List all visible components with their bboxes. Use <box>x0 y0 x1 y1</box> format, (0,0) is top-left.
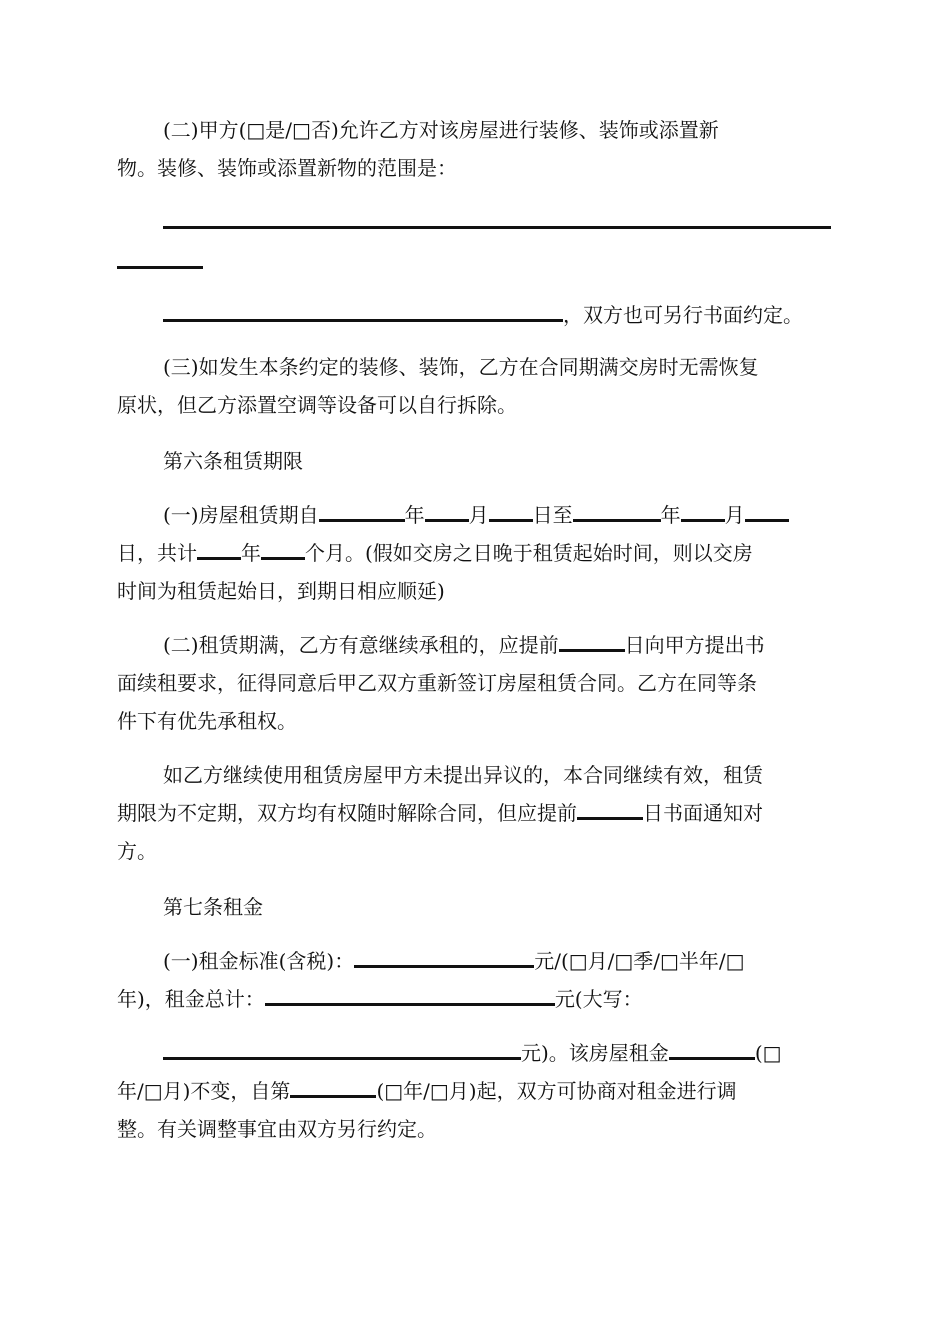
text: (二)甲方(□是/□否)允许乙方对该房屋进行装修、装饰或添置新 <box>163 118 719 142</box>
fill-in-blank[interactable] <box>197 540 241 560</box>
clause7-item1-line5 <box>117 1114 437 1144</box>
text: 整。有关调整事宜由双方另行约定。 <box>117 1117 437 1141</box>
clause5-item3-line1 <box>163 352 759 382</box>
text: 如乙方继续使用租赁房屋甲方未提出异议的，本合同继续有效，租赁 <box>163 763 763 787</box>
clause5-item2-line2 <box>117 153 457 183</box>
fill-in-blank-rule[interactable] <box>163 226 831 229</box>
text: (一)租金标准(含税)： <box>163 949 355 973</box>
fill-in-blank[interactable] <box>163 302 563 322</box>
text: 元/(□月/□季/□半年/□ <box>534 949 745 973</box>
text: 日向甲方提出书 <box>624 633 765 657</box>
text: (□ <box>754 1041 782 1065</box>
fill-in-blank[interactable] <box>489 502 533 522</box>
clause7-title <box>163 892 263 922</box>
clause5-item3-line2 <box>117 390 517 420</box>
text: 日至 <box>532 503 573 527</box>
text: 第七条租金 <box>163 895 263 919</box>
text: 年 <box>660 503 681 527</box>
clause5-item2-line3 <box>163 300 803 330</box>
clause6-para-line2 <box>117 798 763 828</box>
clause6-item1-line3 <box>117 576 445 606</box>
clause5-item2-line1 <box>163 115 719 145</box>
text: (一)房屋租赁期自 <box>163 503 319 527</box>
fill-in-blank[interactable] <box>745 502 789 522</box>
text: (三)如发生本条约定的装修、装饰，乙方在合同期满交房时无需恢复 <box>163 355 759 379</box>
text: 月 <box>468 503 489 527</box>
text: 第六条租赁期限 <box>163 449 303 473</box>
clause6-item1-line1 <box>163 500 789 530</box>
fill-in-blank[interactable] <box>319 502 405 522</box>
text: 元)。该房屋租金 <box>521 1041 669 1065</box>
text: 年 <box>241 541 261 565</box>
text: (二)租赁期满，乙方有意继续承租的，应提前 <box>163 633 559 657</box>
text: 时间为租赁起始日，到期日相应顺延) <box>117 579 445 603</box>
fill-in-blank[interactable] <box>577 800 643 820</box>
fill-in-blank[interactable] <box>261 540 305 560</box>
text: 件下有优先承租权。 <box>117 709 297 733</box>
fill-in-blank[interactable] <box>163 1040 521 1060</box>
fill-in-blank[interactable] <box>425 502 469 522</box>
clause6-title <box>163 446 303 476</box>
text: ，双方也可另行书面约定。 <box>563 303 803 327</box>
fill-in-blank[interactable] <box>573 502 661 522</box>
clause7-item1-line4 <box>117 1076 737 1106</box>
clause6-item2-line3 <box>117 706 297 736</box>
fill-in-blank[interactable] <box>265 986 555 1006</box>
text: 日，共计 <box>117 541 197 565</box>
text: 原状，但乙方添置空调等设备可以自行拆除。 <box>117 393 517 417</box>
fill-in-blank[interactable] <box>559 632 625 652</box>
text: 期限为不定期，双方均有权随时解除合同，但应提前 <box>117 801 577 825</box>
text: 日书面通知对 <box>643 801 763 825</box>
text: 物。装修、装饰或添置新物的范围是： <box>117 156 457 180</box>
text: 月 <box>724 503 745 527</box>
clause7-item1-line3 <box>163 1038 782 1068</box>
text: 元(大写： <box>554 987 643 1011</box>
text: (□年/□月)起，双方可协商对租金进行调 <box>376 1079 737 1103</box>
fill-in-blank[interactable] <box>354 948 534 968</box>
clause7-item1-line2 <box>117 984 643 1014</box>
clause6-para-line3 <box>117 836 157 866</box>
clause6-item2-line1 <box>163 630 765 660</box>
text: 年)，租金总计： <box>117 987 265 1011</box>
text: 面续租要求，征得同意后甲乙双方重新签订房屋租赁合同。乙方在同等条 <box>117 671 757 695</box>
fill-in-blank[interactable] <box>681 502 725 522</box>
fill-in-blank-rule[interactable] <box>117 266 203 269</box>
clause7-item1-line1 <box>163 946 745 976</box>
clause6-item1-line2 <box>117 538 753 568</box>
text: 年/□月)不变，自第 <box>117 1079 291 1103</box>
fill-in-blank[interactable] <box>290 1078 376 1098</box>
fill-in-blank[interactable] <box>669 1040 755 1060</box>
text: 个月。(假如交房之日晚于租赁起始时间，则以交房 <box>305 541 753 565</box>
text: 年 <box>404 503 425 527</box>
clause6-item2-line2 <box>117 668 757 698</box>
text: 方。 <box>117 839 157 863</box>
clause6-para-line1 <box>163 760 763 790</box>
